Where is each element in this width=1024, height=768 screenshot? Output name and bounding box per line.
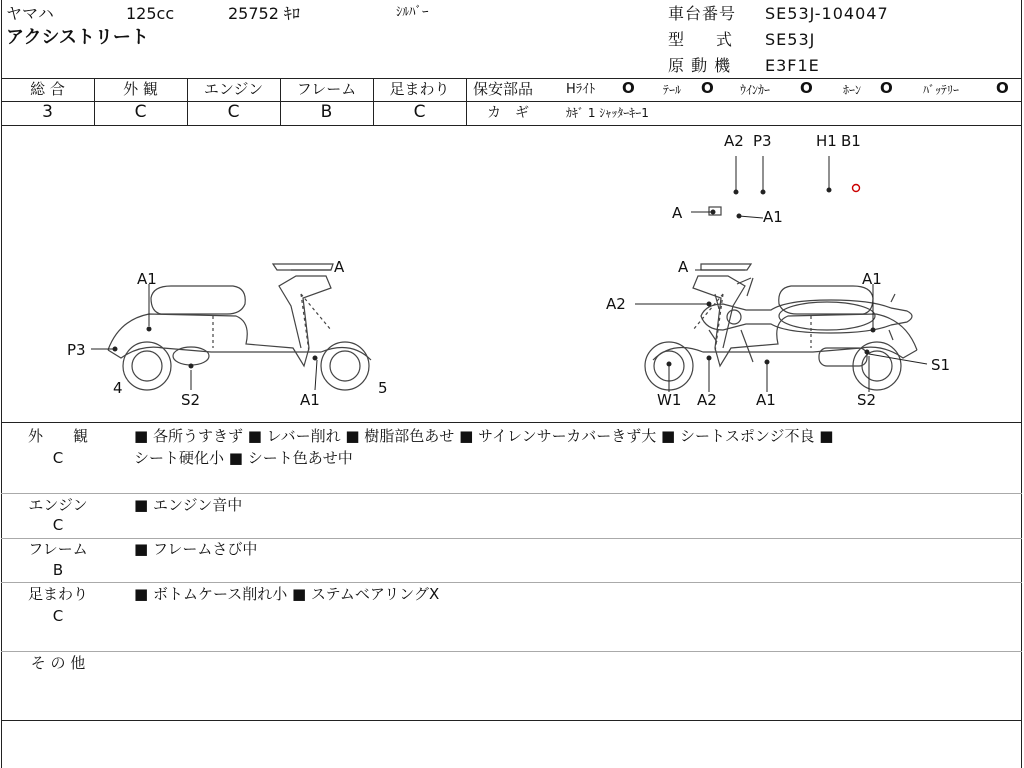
diagram-label: A2 xyxy=(724,132,744,150)
type-label: 型 式 xyxy=(668,30,733,49)
grade-value: 3 xyxy=(42,102,53,122)
grade-label: 足まわり xyxy=(389,80,450,98)
diagram-label: S2 xyxy=(857,391,877,409)
grade-value: C xyxy=(134,102,147,122)
remark-text: ■ 各所うすきず ■ レバー削れ ■ 樹脂部色あせ ■ サイレンサーカバーきず大 ■ シートスポンジ不良 ■ xyxy=(134,427,834,445)
safety-parts-label: 保安部品 xyxy=(473,80,534,98)
grade-label: エンジン xyxy=(203,80,264,98)
grade-value: C xyxy=(227,102,240,122)
safety-item-mark: O xyxy=(800,79,813,97)
safety-item-mark: O xyxy=(880,79,893,97)
remark-text: シート硬化小 ■ シート色あせ中 xyxy=(134,449,353,467)
rule xyxy=(1,422,1022,423)
rule xyxy=(466,78,467,125)
remark-text: ■ ボトムケース削れ小 ■ ステムベアリングX xyxy=(134,585,440,603)
diagram-label: A1 xyxy=(763,208,783,226)
diagram-label: A2 xyxy=(606,295,626,313)
remark-text: ■ フレームさび中 xyxy=(134,540,258,558)
damage-diagram xyxy=(1,126,1022,422)
remark-label: フレーム xyxy=(28,540,88,558)
rule xyxy=(1,78,1022,79)
type-value: SE53J xyxy=(765,30,816,49)
diagram-label: B1 xyxy=(841,132,861,150)
remark-grade: C xyxy=(52,516,64,534)
frame-no-label: 車台番号 xyxy=(668,4,737,23)
diagram-label: 4 xyxy=(113,379,123,397)
model-name: アクシストリート xyxy=(6,27,149,48)
safety-item-mark: O xyxy=(701,79,714,97)
safety-item-mark: O xyxy=(622,79,635,97)
remark-label: 足まわり xyxy=(27,585,88,603)
color: ｼﾙﾊﾞｰ xyxy=(396,5,429,20)
mileage: 25752 ｷﾛ xyxy=(228,4,300,23)
diagram-label: 5 xyxy=(378,379,388,397)
safety-item-name: ﾎｰﾝ xyxy=(843,83,862,97)
damage-mark xyxy=(853,185,860,192)
engine-model: E3F1E xyxy=(765,56,820,75)
key-label: カ ギ xyxy=(487,105,529,121)
diagram-label: A xyxy=(678,258,689,276)
rule xyxy=(1,493,1022,494)
diagram-label: P3 xyxy=(753,132,772,150)
engine-model-label: 原 動 機 xyxy=(668,56,732,75)
rule xyxy=(1,582,1022,583)
diagram-label: H1 xyxy=(816,132,837,150)
grade-label: 総 合 xyxy=(30,80,65,98)
rule xyxy=(1,538,1022,539)
grade-label: 外 観 xyxy=(123,80,158,98)
diagram-label: A2 xyxy=(697,391,717,409)
diagram-label: A xyxy=(672,204,683,222)
remark-label: そ の 他 xyxy=(30,654,86,672)
displacement: 125cc xyxy=(126,4,175,23)
grade-value: C xyxy=(413,102,426,122)
safety-item-name: Hﾗｲﾄ xyxy=(566,82,596,97)
grade-value: B xyxy=(320,102,333,122)
diagram-label: A1 xyxy=(137,270,157,288)
diagram-label: A1 xyxy=(300,391,320,409)
maker: ヤマハ xyxy=(6,4,54,23)
frame-no: SE53J-104047 xyxy=(765,4,889,23)
diagram-label: A1 xyxy=(862,270,882,288)
remark-label: エンジン xyxy=(28,496,88,514)
rule xyxy=(467,101,1022,102)
safety-item-mark: O xyxy=(996,79,1009,97)
remark-text: ■ エンジン音中 xyxy=(134,496,243,514)
diagram-label: A1 xyxy=(756,391,776,409)
grade-label: フレーム xyxy=(296,80,357,98)
safety-item-name: ﾃｰﾙ xyxy=(663,83,682,97)
remark-grade: C xyxy=(52,449,64,467)
remark-grade: B xyxy=(52,561,64,579)
diagram-label: S2 xyxy=(181,391,201,409)
diagram-label: S1 xyxy=(931,356,951,374)
rule xyxy=(1,651,1022,652)
key-value: ｶｷﾞ 1 ｼｬｯﾀｰｷｰ1 xyxy=(566,106,649,120)
rule xyxy=(1,720,1022,721)
remark-grade: C xyxy=(52,607,64,625)
diagram-label: P3 xyxy=(67,341,86,359)
diagram-label: A xyxy=(334,258,345,276)
remark-label: 外 観 xyxy=(27,427,88,445)
safety-item-name: ﾊﾞｯﾃﾘｰ xyxy=(923,83,960,97)
diagram-label: W1 xyxy=(657,391,682,409)
safety-item-name: ｳｲﾝｶｰ xyxy=(740,83,771,97)
